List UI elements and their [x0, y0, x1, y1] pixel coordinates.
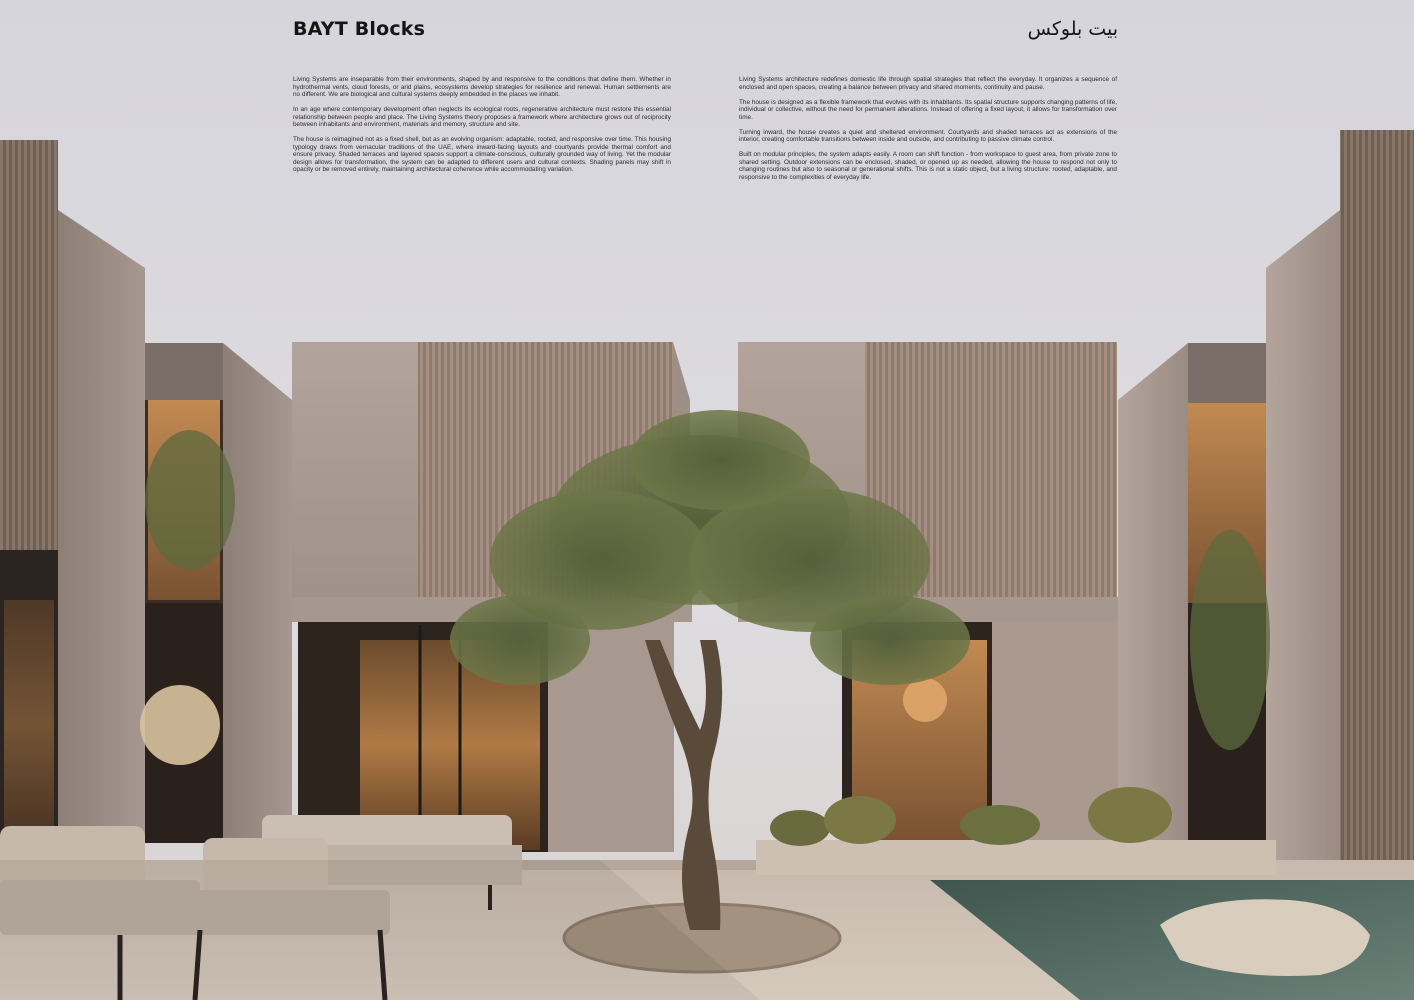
paragraph: Living Systems are inseparable from their environments, shaped by and responsive to the conditions that define them. Whether in hydrothermal vents, cloud forests, or arid plains, ecosystems develop strategies for resilience and renewal. Human settlements are no different. We are biological and cultural systems deeply embedded in the places we inhabit.	[293, 76, 671, 98]
text-column-right	[739, 76, 1117, 189]
left-glass-block	[140, 343, 292, 843]
paragraph: Living Systems architecture redefines domestic life through spatial strategies that reflect the everyday. It organizes a sequence of enclosed and open spaces, creating a balance between privacy and shared moments, continuity and pause.	[739, 76, 1117, 91]
text-column-left	[293, 76, 671, 181]
paragraph: Turning inward, the house creates a quiet and sheltered environment. Courtyards and shaded terraces act as extensions of the interior, creating comfortable transitions between inside and outside, and contributing to passive climate control.	[739, 128, 1117, 143]
paragraph: The house is reimagined not as a fixed shell, but as an evolving organism: adaptable, rooted, and responsive over time. This housing typology draws from vernacular traditions of the UAE, where inward-facing layouts and courtyards provide thermal comfort and ensure privacy. Shaded terraces and layered spaces support a climate-conscious, culturally grounded way of living. Yet the modular design allows for transformation, the system can be adapted to different users and cultural contexts. Shading panels may shift in opacity or be removed entirely, maintaining architectural coherence while accommodating variation.	[293, 136, 671, 173]
right-small-tree	[1190, 530, 1270, 750]
paragraph: The house is designed as a flexible framework that evolves with its inhabitants. Its spatial structure supports changing patterns of life, individual or collective, without the need for permanent alterations. Instead of offering a fixed layout, it allows for transformation over time.	[739, 98, 1117, 121]
poster-title: BAYT Blocks	[293, 18, 426, 40]
paragraph: Built on modular principles, the system adapts easily. A room can shift function - from workspace to guest area, from private zone to shared setting. Outdoor extensions can be enclosed, shaded, or opened up as needed, allowing the house to respond not only to changing routines but also to seasonal or generational shifts. This is not a static object, but a living structure: rooted, adaptable, and responsive to the complexities of everyday life.	[739, 151, 1117, 181]
poster-title-arabic: بيت بلوكس	[1027, 18, 1118, 40]
left-small-tree	[145, 430, 235, 570]
paragraph: In an age where contemporary development often neglects its ecological roots, regenerative architecture must restore this essential relationship between people and place. The Living Systems theory proposes a framework where architecture grows out of reciprocity between inhabitants and environment, materials and memory, structure and site.	[293, 106, 671, 128]
